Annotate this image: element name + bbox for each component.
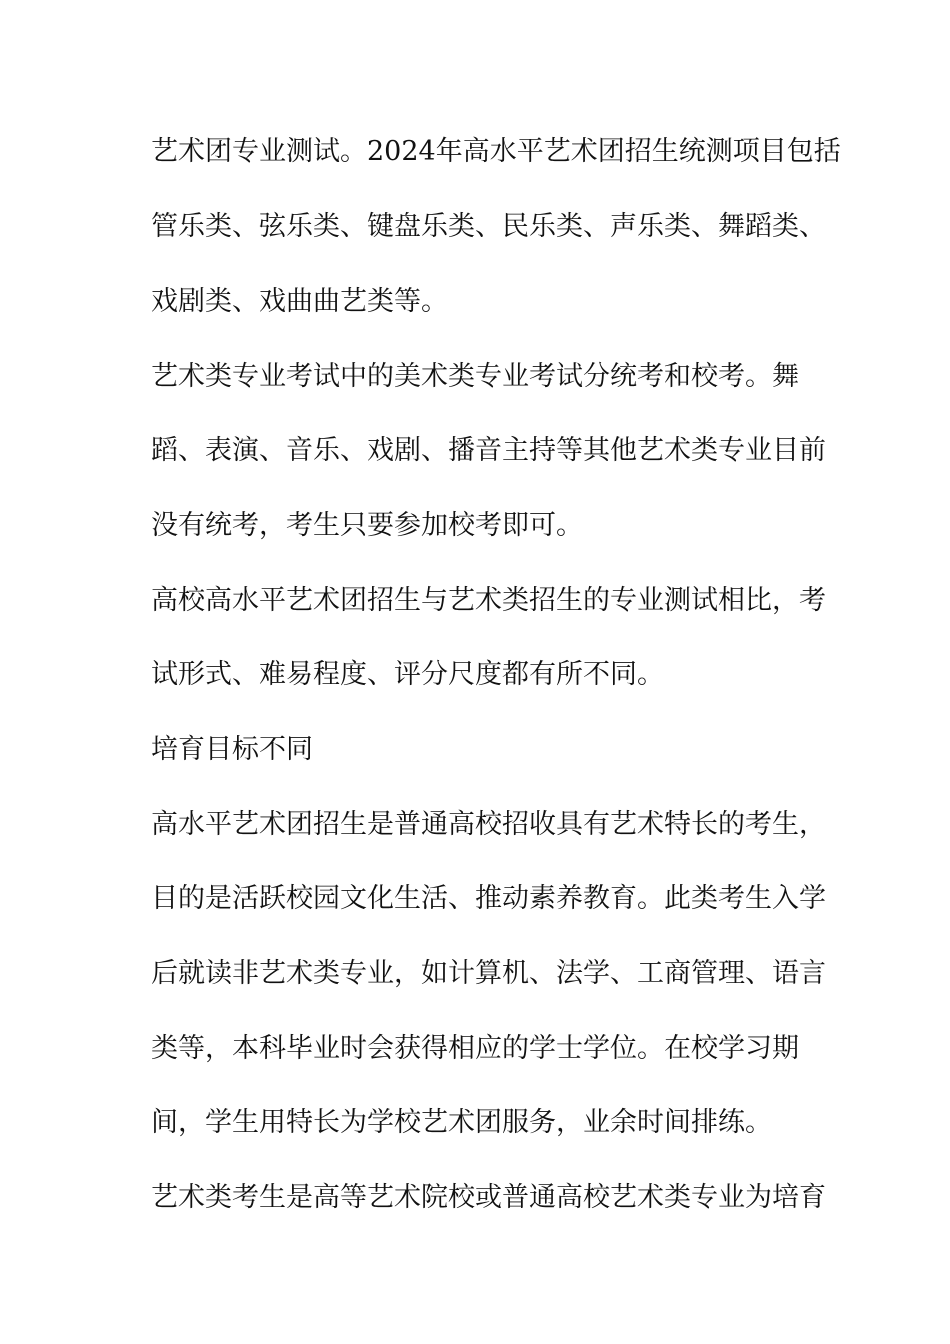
text-line-1: 艺术团专业测试。2024年高水平艺术团招生统测项目包括 [151,136,841,167]
text-line-8: 试形式、难易程度、评分尺度都有所不同。 [151,659,664,690]
text-line-15: 艺术类考生是高等艺术院校或普通高校艺术类专业为培育 [151,1182,826,1213]
text-line-3: 戏剧类、戏曲曲艺类等。 [151,286,448,317]
text-line-12: 后就读非艺术类专业，如计算机、法学、工商管理、语言 [151,958,826,989]
text-line-5: 蹈、表演、音乐、戏剧、播音主持等其他艺术类专业目前 [151,435,826,466]
text-line-11: 目的是活跃校园文化生活、推动素养教育。此类考生入学 [151,883,826,914]
text-line-6: 没有统考，考生只要参加校考即可。 [151,510,583,541]
text-line-7: 高校高水平艺术团招生与艺术类招生的专业测试相比，考 [151,585,826,616]
text-line-2: 管乐类、弦乐类、键盘乐类、民乐类、声乐类、舞蹈类、 [151,211,826,242]
text-line-10: 高水平艺术团招生是普通高校招收具有艺术特长的考生， [151,809,826,840]
section-heading: 培育目标不同 [151,734,313,765]
text-line-4: 艺术类专业考试中的美术类专业考试分统考和校考。舞 [151,361,799,392]
text-line-13: 类等，本科毕业时会获得相应的学士学位。在校学习期 [151,1033,799,1064]
text-line-14: 间，学生用特长为学校艺术团服务，业余时间排练。 [151,1107,772,1138]
